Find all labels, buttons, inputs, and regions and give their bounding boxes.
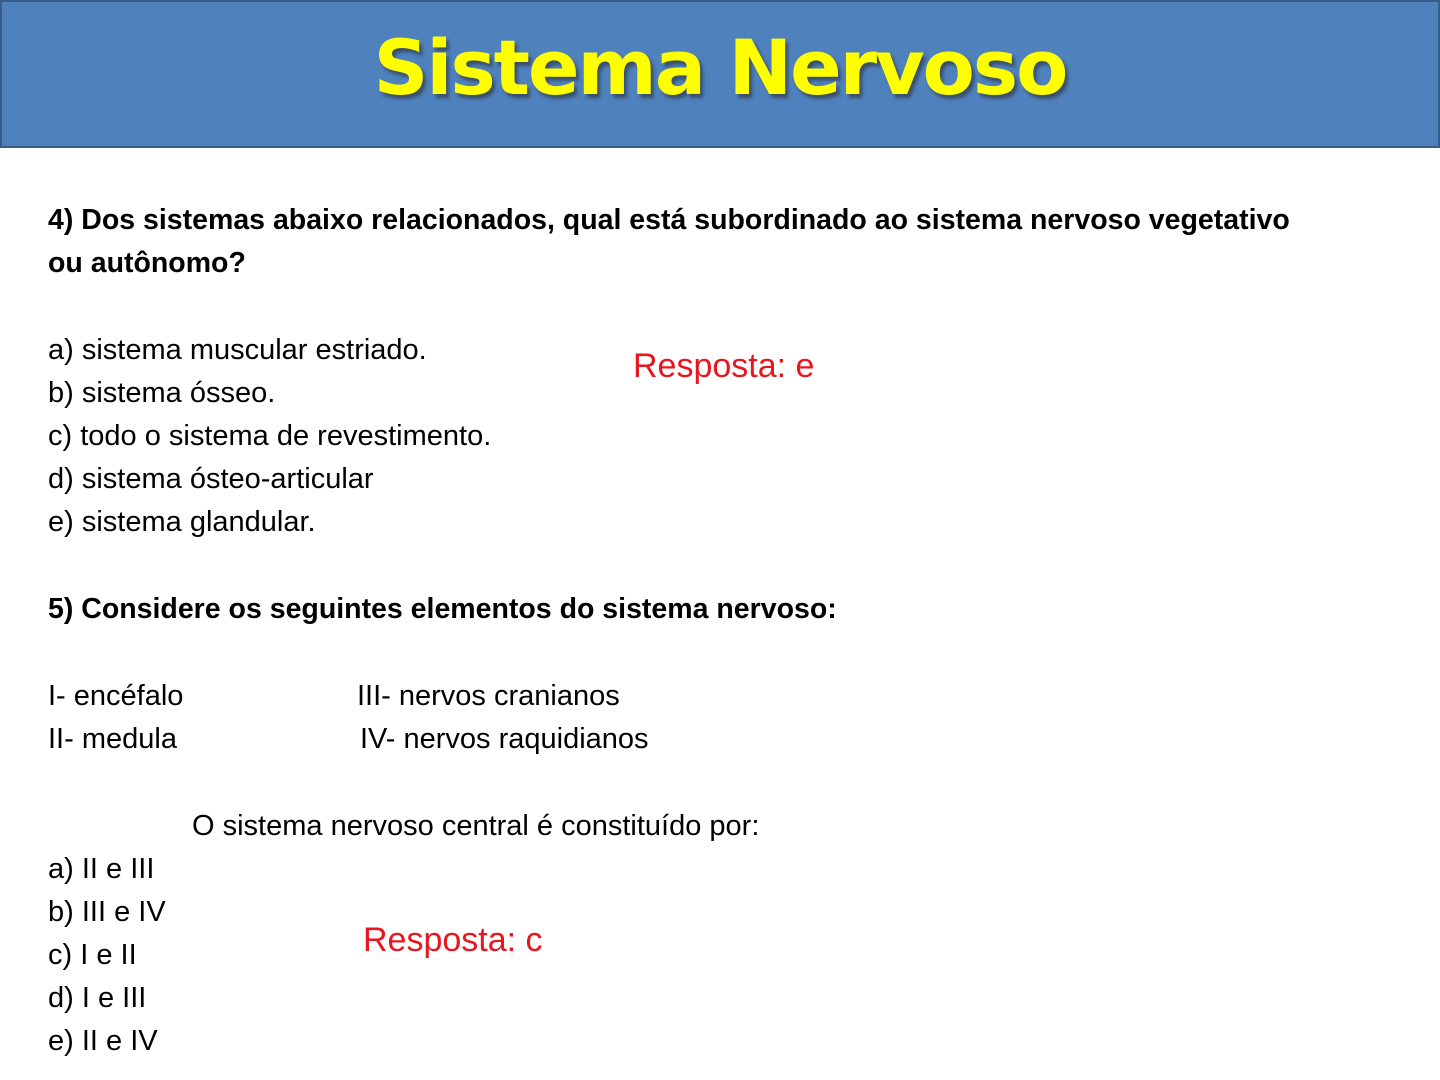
- question-4-option-a: a) sistema muscular estriado.: [48, 334, 427, 366]
- question-5-option-b: b) III e IV: [48, 896, 166, 928]
- question-4-option-c: c) todo o sistema de revestimento.: [48, 420, 492, 452]
- question-5-prompt: 5) Considere os seguintes elementos do sistema nervoso:: [48, 593, 837, 625]
- question-4-option-b: b) sistema ósseo.: [48, 377, 276, 409]
- element-ii: II- medula: [48, 723, 177, 755]
- question-4-prompt-line-1: 4) Dos sistemas abaixo relacionados, qual está subordinado ao sistema nervoso vegetativo: [48, 204, 1290, 236]
- question-5-option-e: e) II e IV: [48, 1025, 158, 1057]
- element-iv: IV- nervos raquidianos: [360, 723, 649, 755]
- slide-title: Sistema Nervoso: [373, 22, 1067, 112]
- question-4-prompt-line-2: ou autônomo?: [48, 247, 246, 279]
- question-4-option-d: d) sistema ósteo-articular: [48, 463, 374, 495]
- slide-header: [0, 0, 1440, 148]
- element-iii: III- nervos cranianos: [357, 680, 620, 712]
- question-5-answer: Resposta: c: [363, 921, 543, 959]
- question-5-statement: O sistema nervoso central é constituído por:: [192, 810, 760, 842]
- question-5-option-c: c) I e II: [48, 939, 137, 971]
- question-5-option-a: a) II e III: [48, 853, 155, 885]
- element-i: I- encéfalo: [48, 680, 184, 712]
- question-4-answer: Resposta: e: [633, 347, 815, 385]
- question-5-option-d: d) I e III: [48, 982, 147, 1014]
- question-4-option-e: e) sistema glandular.: [48, 506, 316, 538]
